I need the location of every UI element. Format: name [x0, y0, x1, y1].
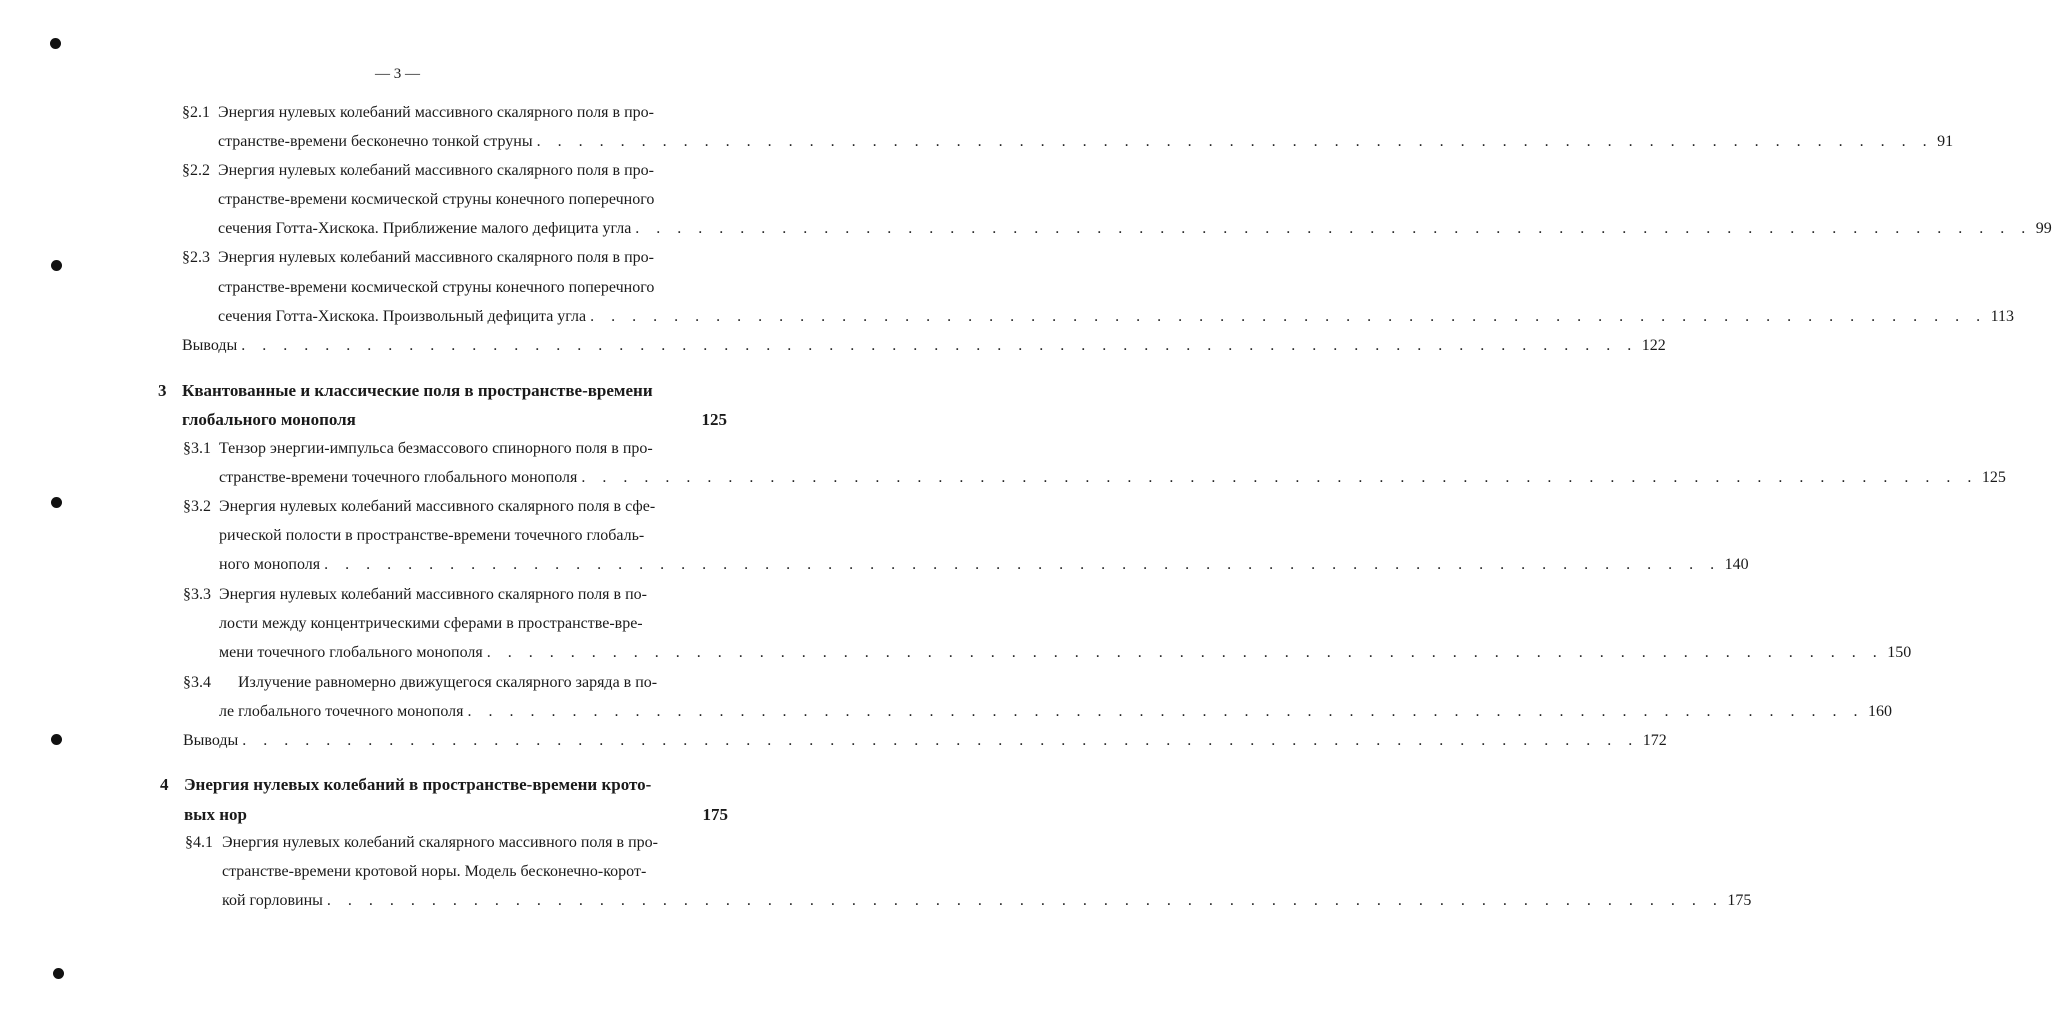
leader-dots: . . . . . . . . . . . . . . . . . . . . . . . . . . . . . . . . . . . . . . . . . . . . . . . . . . . . . . . . . . . . . . . . . . . — [590, 308, 1987, 325]
toc-page-number: 113 — [1990, 308, 2015, 325]
toc-entry-text: странстве-времени космической струны конечного поперечного — [218, 191, 655, 208]
binder-hole — [51, 260, 62, 271]
binder-hole — [51, 734, 62, 745]
chapter-title: Энергия нулевых колебаний в пространстве-времени крото- — [184, 775, 652, 794]
toc-entry-text: Энергия нулевых колебаний массивного скалярного поля в про- — [218, 104, 654, 121]
toc-entry-label: §2.3 — [182, 249, 210, 266]
binder-hole — [53, 968, 64, 979]
toc-page-number: 150 — [1887, 644, 1912, 661]
toc-entry-label: §3.4 — [183, 674, 211, 691]
toc-entry-row — [218, 219, 2052, 239]
toc-entry-label: §3.1 — [183, 440, 211, 457]
chapter-title: Квантованные и классические поля в пространстве-времени — [182, 381, 653, 400]
toc-entry-row — [218, 307, 2015, 327]
toc-entry-row — [219, 555, 1749, 575]
toc-entry-label: §2.1 — [182, 104, 210, 121]
toc-entry-row — [218, 132, 1954, 152]
chapter-number: 4 — [160, 775, 169, 794]
toc-entry-row — [219, 702, 1892, 722]
toc-entry-text: Тензор энергии-импульса безмассового спинорного поля в про- — [219, 440, 653, 457]
toc-page-number: 122 — [1641, 337, 1666, 354]
toc-entry-text: Излучение равномерно движущегося скалярного заряда в по- — [238, 674, 658, 691]
binder-hole — [50, 38, 61, 49]
chapter-title: глобального монополя — [182, 410, 356, 429]
leader-dots: . . . . . . . . . . . . . . . . . . . . . . . . . . . . . . . . . . . . . . . . . . . . . . . . . . . . . . . . . . . . . . . . . . . — [581, 469, 1978, 486]
toc-entry-label: §3.3 — [183, 586, 211, 603]
toc-entry-text: кой горловины — [222, 892, 323, 909]
toc-entry-text: странстве-времени точечного глобального монополя — [219, 469, 578, 486]
chapter-number: 3 — [158, 381, 167, 400]
chapter-page-number: 175 — [702, 805, 728, 824]
leader-dots: . . . . . . . . . . . . . . . . . . . . . . . . . . . . . . . . . . . . . . . . . . . . . . . . . . . . . . . . . . . . . . . . . . . — [241, 337, 1638, 354]
leader-dots: . . . . . . . . . . . . . . . . . . . . . . . . . . . . . . . . . . . . . . . . . . . . . . . . . . . . . . . . . . . . . . . . . . . — [326, 892, 1724, 909]
toc-entry-row — [219, 468, 2006, 488]
toc-entry-text: ле глобального точечного монополя — [219, 703, 464, 720]
page-number: — 3 — — [375, 66, 420, 82]
toc-entry-text: рической полости в пространстве-времени точечного глобаль- — [219, 527, 645, 544]
toc-entry-text: лости между концентрическими сферами в пространстве-вре- — [219, 615, 643, 632]
toc-page-number: 160 — [1867, 703, 1892, 720]
toc-entry-row — [219, 643, 1912, 663]
leader-dots: . . . . . . . . . . . . . . . . . . . . . . . . . . . . . . . . . . . . . . . . . . . . . . . . . . . . . . . . . . . . . . . . . . . — [324, 556, 1721, 573]
toc-entry-text: странстве-времени космической струны конечного поперечного — [218, 279, 655, 296]
toc-entry-row — [183, 731, 1667, 751]
toc-entry-text: Энергия нулевых колебаний массивного скалярного поля в сфе- — [219, 498, 656, 515]
toc-entry-label: §4.1 — [185, 834, 213, 851]
leader-dots: . . . . . . . . . . . . . . . . . . . . . . . . . . . . . . . . . . . . . . . . . . . . . . . . . . . . . . . . . . . . . . . . . . . — [635, 220, 2032, 237]
toc-page-number: 99 — [2035, 220, 2052, 237]
toc-entry-text: мени точечного глобального монополя — [219, 644, 483, 661]
toc-entry-label: §2.2 — [182, 162, 210, 179]
toc-entry-text: Энергия нулевых колебаний массивного скалярного поля в про- — [218, 162, 654, 179]
toc-entry-text: сечения Готта-Хискока. Произвольный дефицита угла — [218, 308, 587, 325]
leader-dots: . . . . . . . . . . . . . . . . . . . . . . . . . . . . . . . . . . . . . . . . . . . . . . . . . . . . . . . . . . . . . . . . . . . — [536, 133, 1934, 150]
leader-dots: . . . . . . . . . . . . . . . . . . . . . . . . . . . . . . . . . . . . . . . . . . . . . . . . . . . . . . . . . . . . . . . . . . . — [242, 732, 1639, 749]
toc-page-number: 175 — [1727, 892, 1752, 909]
toc-page-number: 140 — [1724, 556, 1749, 573]
toc-entry-label: §3.2 — [183, 498, 211, 515]
toc-entry-text: сечения Готта-Хискока. Приближение малого дефицита угла — [218, 220, 632, 237]
toc-entry-text: странстве-времени бесконечно тонкой струны — [218, 133, 533, 150]
toc-entry-text: Выводы — [183, 732, 239, 749]
toc-entry-row — [222, 891, 1752, 911]
chapter-page-number: 125 — [701, 410, 727, 429]
chapter-title: вых нор — [184, 805, 247, 824]
toc-entry-text: Энергия нулевых колебаний массивного скалярного поля в по- — [219, 586, 647, 603]
binder-hole — [51, 497, 62, 508]
leader-dots: . . . . . . . . . . . . . . . . . . . . . . . . . . . . . . . . . . . . . . . . . . . . . . . . . . . . . . . . . . . . . . . . . . . — [486, 644, 1884, 661]
toc-page-number: 91 — [1937, 133, 1954, 150]
toc-entry-text: странстве-времени кротовой норы. Модель бесконечно-корот- — [222, 863, 647, 880]
toc-entry-text: Выводы — [182, 337, 238, 354]
toc-entry-row — [182, 336, 1666, 356]
toc-entry-text: Энергия нулевых колебаний массивного скалярного поля в про- — [218, 249, 654, 266]
toc-entry-text: ного монополя — [219, 556, 321, 573]
toc-page-number: 172 — [1642, 732, 1667, 749]
leader-dots: . . . . . . . . . . . . . . . . . . . . . . . . . . . . . . . . . . . . . . . . . . . . . . . . . . . . . . . . . . . . . . . . . . . — [467, 703, 1864, 720]
toc-page-number: 125 — [1981, 469, 2006, 486]
toc-entry-text: Энергия нулевых колебаний скалярного массивного поля в про- — [222, 834, 658, 851]
